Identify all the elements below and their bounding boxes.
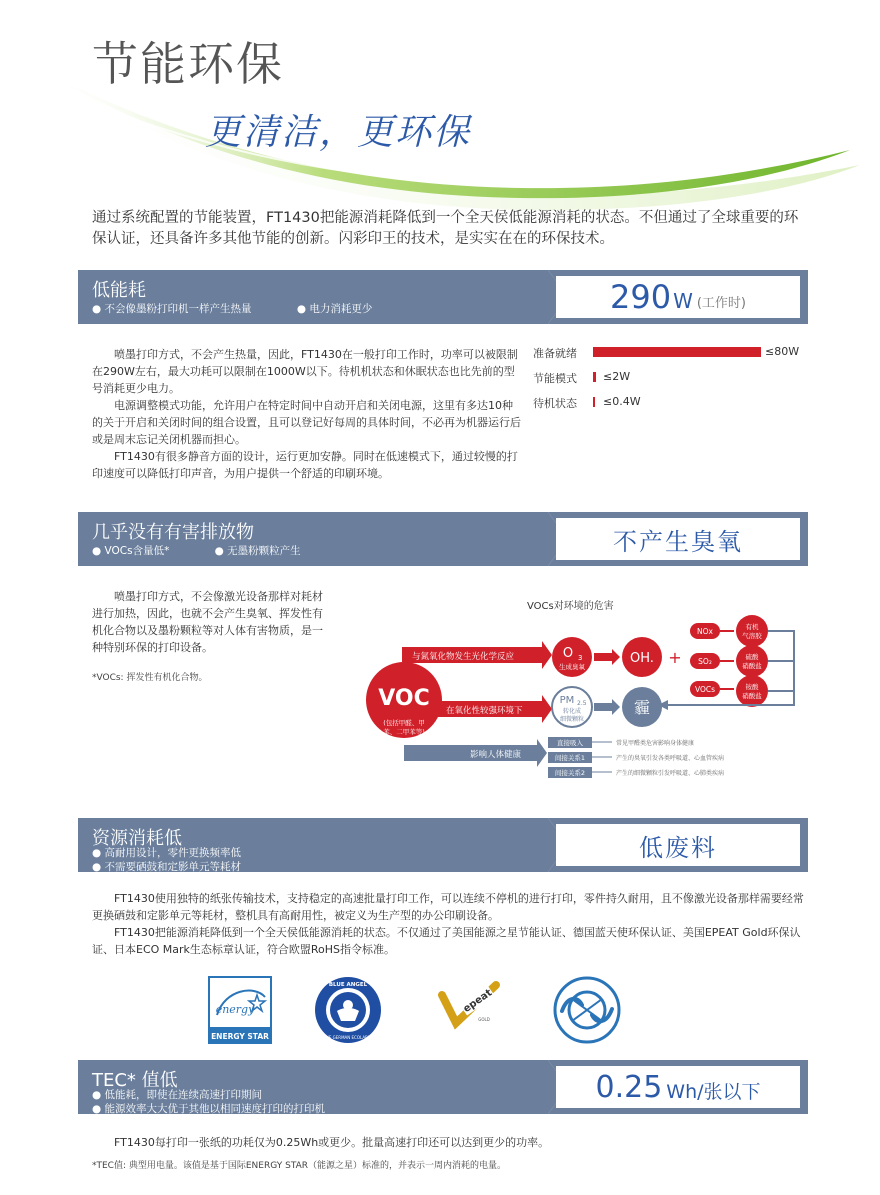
body-paragraph: FT1430使用独特的纸张传输技术，支持稳定的高速批量打印工作，可以连续不停机的进行打印，零件持久耐用，且不像激光设备那样需要经常更换硒鼓和定影单元等耗材，整机具有高耐用性，被定义为生产型的办公印刷设备。 [92, 892, 804, 922]
relation-label: 间接关系2 [554, 769, 586, 777]
body-paragraph: 喷墨打印方式，不会像激光设备那样对耗材进行加热，因此，也就不会产生臭氧、挥发性有机化合物以及墨粉颗粒等对人体有害物质，是一种特别环保的打印设备。 [92, 590, 323, 654]
sulfate-label: 硝酸盐 [742, 662, 762, 670]
footnote: *VOCs: 挥发性有机化合物。 [92, 673, 208, 683]
haze-label: 霾 [633, 698, 651, 717]
big-text: 不产生臭氧 [613, 527, 743, 556]
power-value: ≤0.4W [603, 395, 641, 408]
body-paragraph: 电源调整模式功能，允许用户在特定时间中自动开启和关闭电源，这里有多达10种的关于开启和关闭时间的组合设置，且可以登记好每周的具体时间，不必再为机器运行后或是周末忘记关闭机器而担心。 [92, 399, 521, 446]
big-number: 290 [609, 278, 672, 316]
body-paragraph: FT1430每打印一张纸的功耗仅为0.25Wh或更少。批量高速打印还可以达到更少的功率。 [114, 1136, 550, 1149]
power-bar [593, 347, 761, 357]
eco-mark-logo [552, 975, 622, 1045]
section-tec-bar [78, 1060, 808, 1114]
highlight-value [556, 276, 800, 318]
section-resource-bar [78, 818, 808, 872]
highlight-value [556, 824, 800, 866]
nitrate-circle [736, 675, 768, 707]
page-title: 节能环保 [92, 37, 284, 91]
bullet-item: ● 不会像墨粉打印机一样产生热量 [92, 303, 252, 315]
pm25-symbol: PM [559, 695, 575, 706]
section-title: TEC* 值低 [92, 1070, 178, 1091]
body-paragraph: FT1430有很多静音方面的设计，运行更加安静。同时在低速模式下，通过较慢的打印速度可以降低打印声音，为用户提供一个舒适的印刷环境。 [92, 450, 518, 480]
bullet-item: ● 能源效率大大优于其他以相同速度打印的打印机 [92, 1103, 325, 1115]
section-bullets [92, 1088, 325, 1116]
section-title: 几乎没有有害排放物 [92, 522, 254, 543]
voc-hazard-diagram [362, 595, 802, 790]
big-text: 低废料 [639, 833, 717, 862]
bullet-item: ● 高耐用设计，零件更换频率低 [92, 847, 241, 859]
arrow-label: 与氮氧化物发生光化学反应 [412, 652, 515, 662]
pm25-label: 转化成 [562, 708, 582, 715]
epeat-gold: GOLD [478, 1017, 490, 1022]
highlight-value [556, 1066, 800, 1108]
pm25-subscript: 2.5 [577, 700, 587, 707]
aerosol-circle [736, 615, 768, 647]
power-label: 待机状态 [533, 397, 577, 410]
plus-sign: + [668, 648, 682, 667]
ozone-symbol: O [562, 646, 574, 661]
energy-star-logo [205, 975, 275, 1045]
power-label: 准备就绪 [533, 347, 577, 360]
section-bullets [92, 302, 414, 316]
power-row [533, 345, 813, 370]
section-body [92, 588, 332, 656]
big-note: (工作时) [696, 295, 746, 311]
arrow-label: 在氧化性较强环境下 [446, 706, 523, 716]
big-unit: W [673, 289, 693, 313]
hydroxyl-label: OH. [630, 651, 654, 666]
energy-star-label: ENERGY STAR [211, 1032, 269, 1041]
bullet-item: ● 电力消耗更少 [296, 303, 373, 315]
section-body [92, 890, 807, 958]
relation-label: 直接吸入 [557, 739, 583, 747]
arrow-label: 影响人体健康 [470, 750, 522, 760]
section-title: 资源消耗低 [92, 828, 182, 849]
body-paragraph: 喷墨打印方式，不会产生热量，因此，FT1430在一般打印工作时，功率可以被限制在290W左右，最大功耗可以限制在1000W以下。待机机状态和休眠状态也比先前的型号消耗更少电力。 [92, 348, 518, 395]
power-row [533, 395, 813, 420]
big-unit: Wh/张以下 [666, 1080, 761, 1103]
power-consumption-chart [533, 345, 813, 420]
voc-label: VOC [378, 686, 430, 711]
energy-star-word: energy [215, 1003, 255, 1016]
effect-text: 产生的臭氧引发各类呼吸道、心血管疾病 [616, 755, 725, 762]
section-emissions-bar [78, 512, 808, 566]
vocs-label: VOCs [694, 685, 716, 694]
ozone-subscript: 3 [578, 654, 583, 662]
blue-angel-bottom: THE GERMAN ECOLABEL [323, 1035, 373, 1040]
so2-label: SO₂ [698, 657, 712, 666]
section-body [92, 346, 522, 482]
nox-label: NOx [697, 627, 713, 636]
aerosol-label: 气溶胶 [742, 632, 762, 640]
power-label: 节能模式 [533, 372, 577, 385]
section-bullets [92, 544, 343, 558]
voc-sub: (包括甲醛、甲 [383, 719, 425, 727]
section-bullets [92, 846, 241, 874]
ozone-label: 生成臭氧 [559, 663, 585, 671]
epeat-word: epeat [461, 987, 495, 1015]
footnote: *TEC值: 典型用电量。该值是基于国际ENERGY STAR（能源之星）标准的，并表示一周内消耗的电量。 [92, 1161, 507, 1171]
sulfate-label: 硫酸 [745, 653, 759, 661]
power-bar [593, 372, 596, 382]
bullet-item: ● 低能耗，即使在连续高速打印期间 [92, 1089, 262, 1101]
relation-label: 间接关系1 [554, 754, 586, 762]
bullet-item: ● VOCs含量低* [92, 545, 170, 557]
effect-text: 常见甲醛类危害影响身体健康 [616, 740, 695, 747]
diagram-title: VOCs对环境的危害 [527, 601, 614, 612]
certification-badges [0, 975, 880, 1045]
bullet-item: ● 无墨粉颗粒产生 [214, 545, 301, 557]
blue-angel-top: BLUE ANGEL [328, 982, 368, 988]
nitrate-label: 铵酸 [745, 683, 759, 691]
power-value: ≤80W [765, 345, 800, 358]
effect-text: 产生的细微颗粒引发呼吸道、心肺类疾病 [616, 770, 725, 777]
sulfate-circle [736, 645, 768, 677]
hero-banner [0, 0, 880, 215]
page-subtitle: 更清洁，更环保 [205, 112, 472, 153]
epeat-logo [434, 975, 504, 1045]
highlight-value [556, 518, 800, 560]
section-title: 低能耗 [92, 280, 146, 301]
nitrate-label: 硝酸盐 [742, 692, 762, 700]
section-low-energy-bar [78, 270, 808, 324]
pm25-label: 细微颗粒 [559, 716, 585, 723]
blue-angel-logo [313, 975, 383, 1045]
big-number: 0.25 [595, 1069, 663, 1105]
aerosol-label: 有机 [745, 623, 759, 631]
bullet-item: ● 不需要硒鼓和定影单元等耗材 [92, 861, 241, 873]
power-value: ≤2W [603, 370, 631, 383]
intro-paragraph: 通过系统配置的节能装置，FT1430把能源消耗降低到一个全天侯低能源消耗的状态。不但通过了全球重要的环保认证，还具备许多其他节能的创新。闪彩印王的技术，是实实在在的环保技术。 [92, 210, 799, 247]
voc-sub: 苯、二甲苯等) [383, 728, 425, 736]
power-bar [593, 397, 595, 407]
power-row [533, 370, 813, 395]
section-body [92, 1134, 807, 1151]
body-paragraph: FT1430把能源消耗降低到一个全天侯低能源消耗的状态。不仅通过了美国能源之星节能认证、德国蓝天使环保认证、美国EPEAT Gold环保认证、日本ECO Mark生态标章认证，符合欧盟RoHS指令标准。 [92, 926, 801, 956]
